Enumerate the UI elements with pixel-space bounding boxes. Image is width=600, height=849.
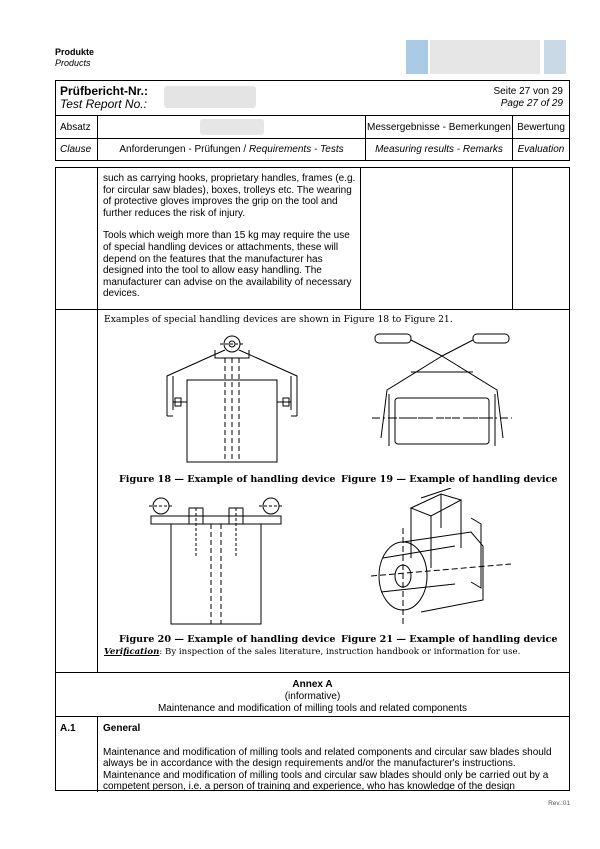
report-label-en: Test Report No.: [60,97,147,111]
page-indicator [494,86,564,110]
table-row [56,310,569,673]
section-text: Maintenance and modification of milling tools and related components and circular saw blades should always be in accordance with the design requirements and/or the manufacturer's instructions. Maintenance and modification of milling tools and circular saw blades should only be carried out by a competent person, i.e. a person of training and experience, who has knowledge of the design [103,746,552,793]
paragraph: Tools which weigh more than 15 kg may require the use of special handling devices or attachments, these will depend on the features that the manufacturer has designed into the tool to allow easy handling. The manufacturer can advise on the availability of necessary devices. [103,230,352,300]
evaluation-cell [513,168,569,309]
verification-note [104,647,520,657]
figure-19-caption: Figure 19 — Example of handling device [341,474,558,485]
brand-name-de: Produkte [55,47,95,57]
figures-intro: Examples of special handling devices are shown in Figure 18 to Figure 21. [104,314,453,325]
col-evaluation-en: Evaluation [517,144,565,155]
paragraph: such as carrying hooks, proprietary handles, frames (e.g. for circular saw blades), boxes, trolleys etc. The wearing of protective gloves improves the grip on the tool and further reduces the risk of injury. [103,173,356,219]
report-header-table [55,80,570,161]
figure-21-drawing [361,488,521,628]
col-requirements-en-part: Requirements - Tests [248,144,344,155]
redacted-text [200,119,264,135]
figure-18-caption: Figure 18 — Example of handling device [119,474,336,485]
col-measuring-en: Measuring results - Remarks [366,139,513,160]
col-requirements-de-part: Anforderungen - Prüfungen / [119,144,247,155]
col-requirements-de [98,116,366,138]
col-measuring-de: Messergebnisse - Bemerkungen [366,116,513,138]
figure-20-drawing [141,488,291,628]
section-title: General [103,723,141,734]
column-header-row-en [56,138,569,160]
annex-subtitle: (informative) [284,691,341,702]
report-number-label [60,85,148,111]
col-clause-en: Clause [56,139,98,160]
section-number: A.1 [56,717,98,792]
brand-block [55,47,94,69]
clause-cell [56,168,98,309]
col-requirements-en [98,139,366,160]
redacted-logo-part [430,40,540,74]
report-body-table [55,167,570,791]
verification-label: Verification [104,647,160,657]
figure-21-caption: Figure 21 — Example of handling device [341,634,558,645]
page-indicator-en: Page 27 of 29 [500,98,563,109]
clause-cell [56,310,98,672]
redacted-logo-part [544,40,566,74]
redacted-report-number [164,86,256,108]
redacted-logo-part [406,40,428,74]
col-clause-de: Absatz [56,116,98,138]
measuring-cell [361,168,513,309]
figure-20-caption: Figure 20 — Example of handling device [119,634,336,645]
revision-label: Rev.:01 [548,800,570,807]
annex-title: Annex A [292,679,333,690]
requirements-cell [98,168,361,309]
annex-heading: Maintenance and modification of milling tools and related components [157,703,468,714]
col-evaluation-de: Bewertung [517,121,565,133]
page-indicator-de: Seite 27 von 29 [493,86,563,97]
verification-text: : By inspection of the sales literature, instruction handbook or information for use. [159,647,521,657]
brand-name-en: Products [55,58,91,68]
report-number-row [56,81,569,116]
table-row [56,168,569,310]
figure-19-drawing [367,328,517,463]
annex-heading-row [56,673,569,717]
report-label-de: Prüfbericht-Nr.: [60,84,149,98]
column-header-row-de [56,116,569,138]
table-row [56,717,569,792]
figure-18-drawing [157,330,307,465]
section-content [98,717,569,792]
figures-area [99,310,569,672]
